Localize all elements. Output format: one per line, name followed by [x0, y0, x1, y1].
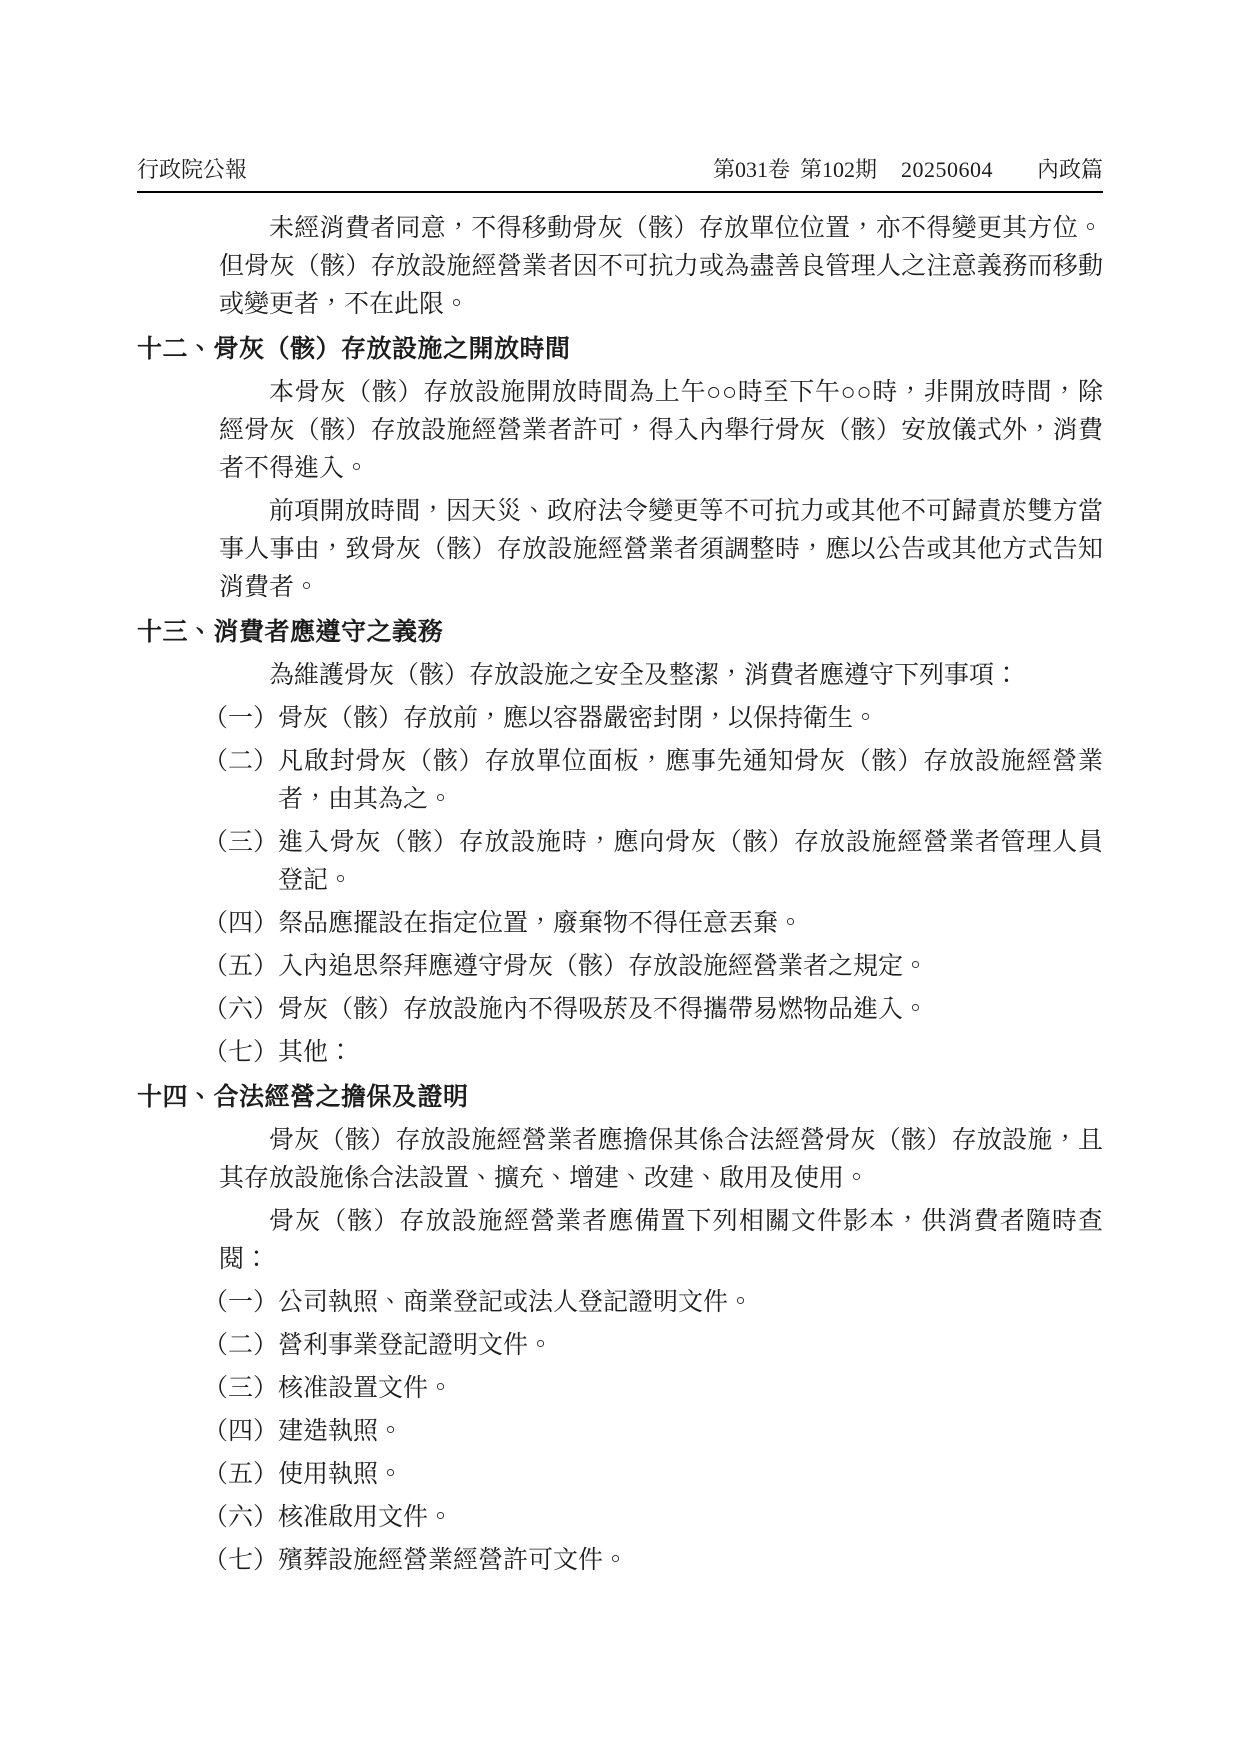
list-item [203, 1370, 1103, 1408]
item-marker: （五） [203, 1461, 279, 1488]
list-item [203, 1284, 1103, 1322]
journal-title: 行政院公報 [137, 157, 248, 182]
section-category-label: 內政篇 [1036, 157, 1103, 182]
item-text: 祭品應擺設在指定位置，廢棄物不得任意丟棄。 [278, 910, 804, 937]
item-marker: （七） [203, 1039, 279, 1066]
item-marker: （六） [203, 1504, 279, 1531]
paragraph: 骨灰（骸）存放設施經營業者應擔保其係合法經營骨灰（骸）存放設施，且其存放設施係合法設置、擴充、增建、改建、啟用及使用。 [219, 1127, 1103, 1192]
list-item [203, 1456, 1103, 1494]
section-number: 十二、 [137, 336, 214, 363]
section-title: 消費者應遵守之義務 [213, 619, 444, 646]
item-text: 營利事業登記證明文件。 [278, 1332, 554, 1359]
volume-label: 第031卷 [712, 157, 790, 182]
date-label: 20250604 [900, 157, 993, 182]
item-text: 殯葬設施經營業經營許可文件。 [278, 1547, 629, 1574]
list-item [203, 948, 1103, 986]
list-item [203, 824, 1103, 900]
list-item [203, 700, 1103, 738]
list-item [203, 1034, 1103, 1072]
item-marker: （四） [203, 910, 279, 937]
item-marker: （一） [203, 705, 279, 732]
document-body [137, 193, 1103, 1580]
list-item [203, 1542, 1103, 1580]
item-marker: （三） [203, 1375, 279, 1402]
item-text: 核准設置文件。 [278, 1375, 454, 1402]
list-item [203, 743, 1103, 819]
section-title: 合法經營之擔保及證明 [213, 1084, 469, 1111]
item-text: 骨灰（骸）存放前，應以容器嚴密封閉，以保持衛生。 [278, 705, 879, 732]
list-item [203, 1413, 1103, 1451]
item-marker: （五） [203, 953, 279, 980]
item-text: 使用執照。 [278, 1461, 404, 1488]
item-text: 凡啟封骨灰（骸）存放單位面板，應事先通知骨灰（骸）存放設施經營業者，由其為之。 [278, 748, 1103, 813]
item-text: 骨灰（骸）存放設施內不得吸菸及不得攜帶易燃物品進入。 [278, 996, 929, 1023]
item-text: 進入骨灰（骸）存放設施時，應向骨灰（骸）存放設施經營業者管理人員登記。 [278, 829, 1103, 894]
item-text: 公司執照、商業登記或法人登記證明文件。 [278, 1289, 754, 1316]
issue-label: 第102期 [799, 157, 877, 182]
item-marker: （七） [203, 1547, 279, 1574]
list-item [203, 905, 1103, 943]
section-heading-13 [137, 614, 1103, 652]
item-marker: （四） [203, 1418, 279, 1445]
item-text: 其他： [278, 1039, 354, 1066]
list-item [203, 1499, 1103, 1537]
item-marker: （二） [203, 748, 279, 775]
paragraph: 未經消費者同意，不得移動骨灰（骸）存放單位位置，亦不得變更其方位。但骨灰（骸）存放設施經營業者因不可抗力或為盡善良管理人之注意義務而移動或變更者，不在此限。 [219, 215, 1103, 318]
section-number: 十四、 [137, 1084, 214, 1111]
section-heading-12 [137, 331, 1103, 369]
paragraph: 為維護骨灰（骸）存放設施之安全及整潔，消費者應遵守下列事項： [269, 662, 1020, 689]
item-marker: （三） [203, 829, 279, 856]
item-text: 建造執照。 [278, 1418, 404, 1445]
item-marker: （二） [203, 1332, 279, 1359]
list-item [203, 991, 1103, 1029]
item-marker: （六） [203, 996, 279, 1023]
paragraph: 骨灰（骸）存放設施經營業者應備置下列相關文件影本，供消費者隨時查閱： [219, 1208, 1103, 1273]
section-title: 骨灰（骸）存放設施之開放時間 [213, 336, 571, 363]
item-text: 核准啟用文件。 [278, 1504, 454, 1531]
section-number: 十三、 [137, 619, 214, 646]
item-marker: （一） [203, 1289, 279, 1316]
page-header [137, 156, 1103, 193]
list-item [203, 1327, 1103, 1365]
paragraph: 本骨灰（骸）存放設施開放時間為上午○○時至下午○○時，非開放時間，除經骨灰（骸）存放設施經營業者許可，得入內舉行骨灰（骸）安放儀式外，消費者不得進入。 [219, 379, 1103, 482]
paragraph: 前項開放時間，因天災、政府法令變更等不可抗力或其他不可歸責於雙方當事人事由，致骨灰（骸）存放設施經營業者須調整時，應以公告或其他方式告知消費者。 [219, 498, 1103, 601]
item-text: 入內追思祭拜應遵守骨灰（骸）存放設施經營業者之規定。 [278, 953, 929, 980]
section-heading-14 [137, 1079, 1103, 1117]
header-meta [713, 156, 1103, 184]
